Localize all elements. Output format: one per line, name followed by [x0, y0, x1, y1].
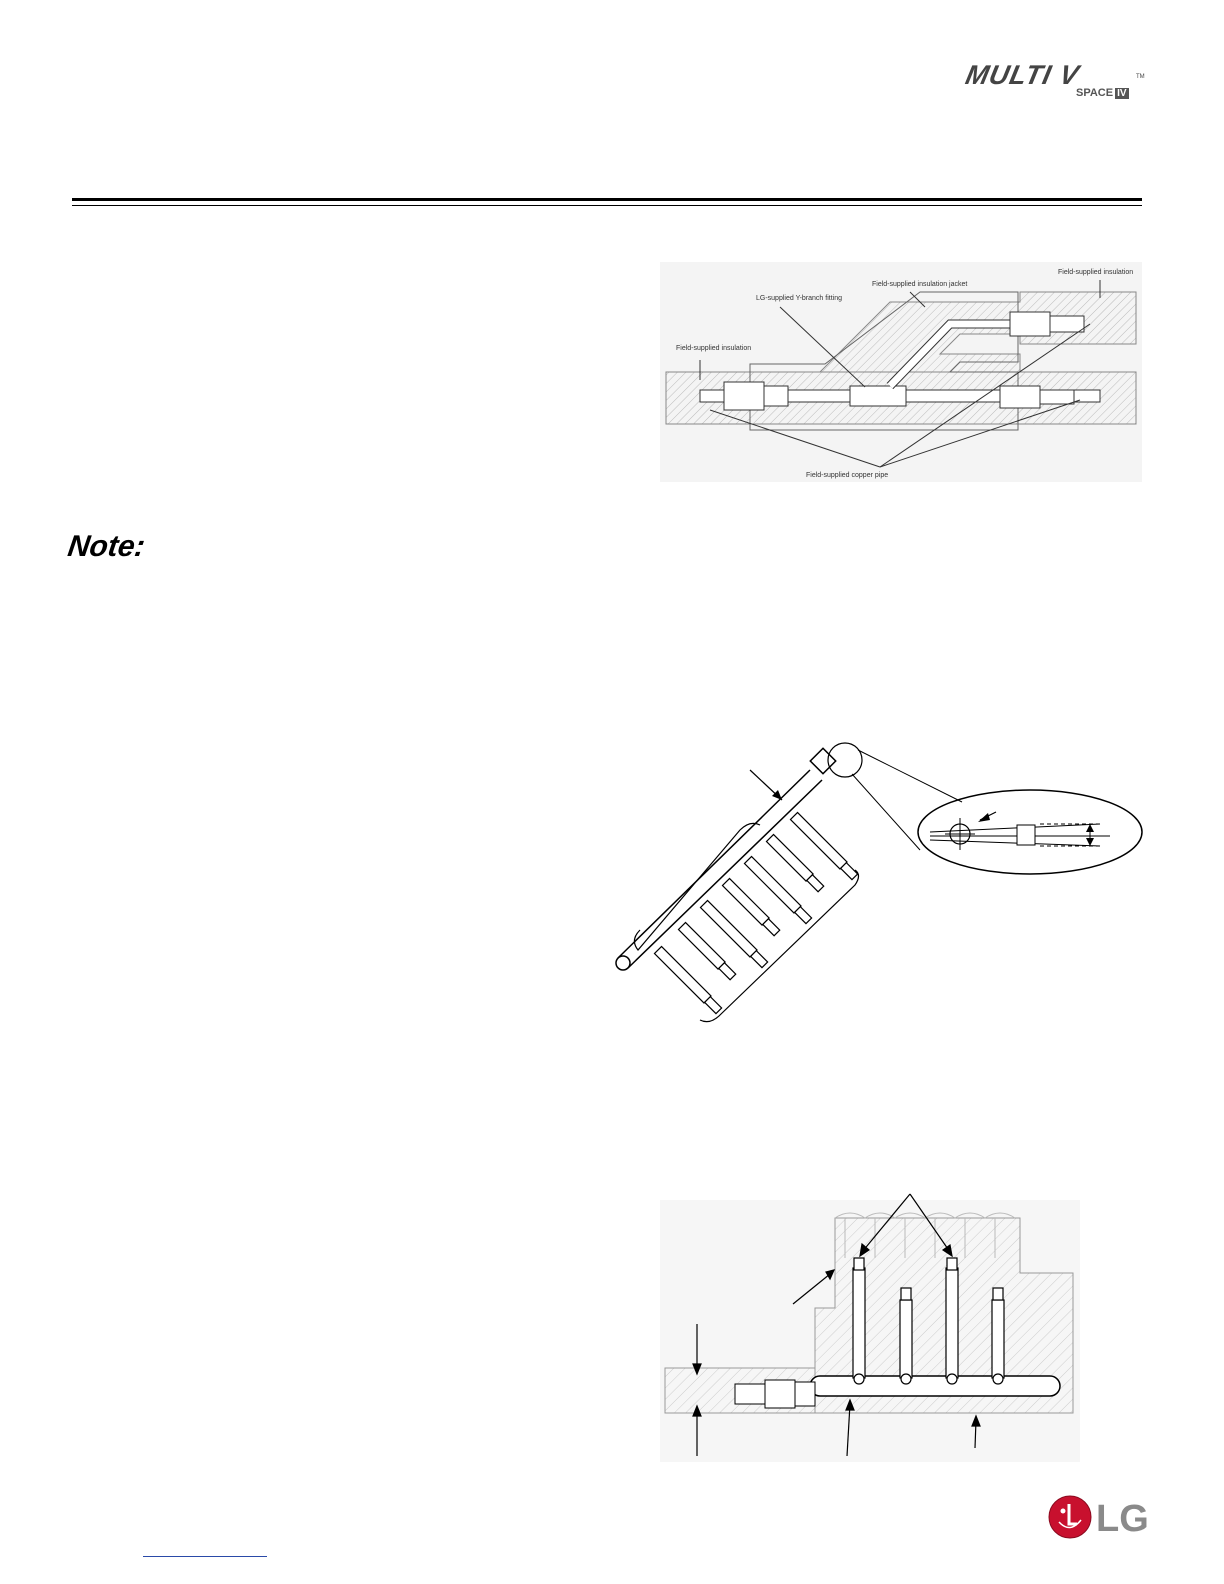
label-ybranch-fitting: LG-supplied Y-branch fitting [756, 295, 842, 302]
brand-trademark: TM [1136, 74, 1145, 80]
footer-link-underline[interactable] [143, 1556, 267, 1557]
label-copper-pipe: Field-supplied copper pipe [806, 472, 889, 479]
brand-name: MULTI V [962, 60, 1083, 90]
lg-logo [1047, 1494, 1149, 1544]
multi-v-space-logo [962, 60, 1146, 104]
note-heading: Note: [65, 530, 148, 563]
label-field-insulation-right: Field-supplied insulation [1058, 269, 1134, 276]
lg-face-icon [1047, 1494, 1093, 1540]
brand-sub-text: SPACE [1076, 87, 1114, 99]
lg-logo-text: LG [1096, 1498, 1149, 1540]
brand-subtitle [1076, 87, 1129, 99]
label-field-insulation-left: Field-supplied insulation [676, 345, 752, 352]
label-insulation-jacket: Field-supplied insulation jacket [872, 281, 968, 288]
header-rule-thick [72, 198, 1142, 201]
ybranch-insulation-figure [660, 262, 1142, 482]
header-rule-thin [72, 205, 1142, 206]
header-insulation-figure [650, 1188, 1080, 1468]
header-tilt-figure [600, 740, 1145, 1025]
brand-sub-numeral: IV [1117, 88, 1127, 99]
